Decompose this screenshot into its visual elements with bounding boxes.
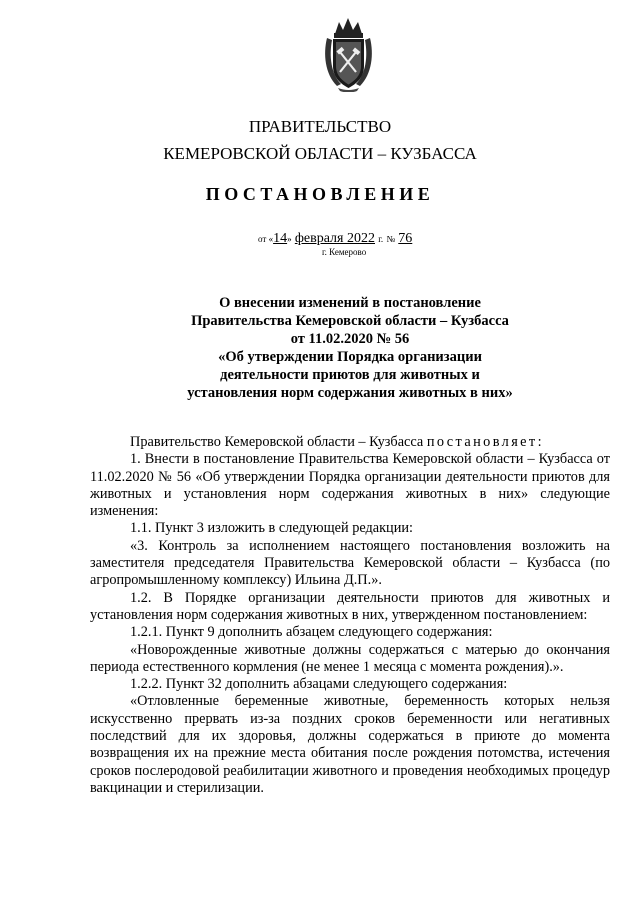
- paragraph: 1.2. В Порядке организации деятельности приютов для животных и установления норм содержания животных в них, утвержденном постановлением:: [90, 589, 610, 623]
- document-title: [150, 294, 550, 402]
- paragraph: 1.2.2. Пункт 32 дополнить абзацами следующего содержания:: [130, 676, 508, 693]
- document-number: 76: [398, 231, 413, 246]
- intro-verb: постановляет:: [426, 434, 544, 450]
- paragraph: 1. Внести в постановление Правительства Кемеровской области – Кузбасса от 11.02.2020 № 56 «Об утверждении Порядка организации деятельности приютов для животных и установления норм содержания животных в них» следующие изменения:: [90, 451, 610, 520]
- title-line: О внесении изменений в постановление: [219, 295, 481, 311]
- government-name-line2: КЕМЕРОВСКОЙ ОБЛАСТИ – КУЗБАССА: [163, 144, 477, 163]
- city: г. Кемерово: [322, 247, 367, 257]
- title-line: деятельности приютов для животных и: [220, 367, 480, 383]
- title-line: установления норм содержания животных в них»: [187, 385, 513, 401]
- date-year-suffix: г.: [378, 234, 384, 244]
- government-name-line1: ПРАВИТЕЛЬСТВО: [248, 117, 392, 136]
- intro-text: Правительство Кемеровской области – Кузбасса: [130, 434, 427, 450]
- paragraph: 1.2.1. Пункт 9 дополнить абзацем следующего содержания:: [130, 624, 493, 641]
- coat-of-arms-icon: [321, 16, 376, 92]
- date-line: [258, 230, 412, 247]
- paragraph: «Новорожденные животные должны содержаться с матерью до окончания периода естественного кормления (не менее 1 месяца с момента рождения).».: [90, 641, 610, 675]
- title-line: от 11.02.2020 № 56: [290, 331, 410, 347]
- date-month-year: февраля 2022: [294, 231, 375, 246]
- date-prefix: от «: [258, 234, 274, 244]
- title-line: Правительства Кемеровской области – Кузбасса: [191, 313, 509, 329]
- document-type: ПОСТАНОВЛЕНИЕ: [205, 184, 435, 204]
- document-body: [90, 434, 610, 797]
- intro-paragraph: [90, 434, 610, 451]
- date-day: 14: [273, 231, 288, 246]
- number-sign: №: [386, 234, 396, 244]
- paragraph: «3. Контроль за исполнением настоящего постановления возложить на заместителя председателя Правительства Кемеровской области – Кузбасса (по агропромышленному комплексу) Ильина Д.П.».: [90, 537, 610, 589]
- paragraph: «Отловленные беременные животные, беременность которых нельзя искусственно прервать из-за поздних сроков беременности или негативных последствий для их здоровья, должны содержаться в приюте до момента возвращения их на прежние места обитания после рождения потомства, истечения сроков послеродовой реабилитации животного и проведения необходимых процедур вакцинации и стерилизации.: [90, 693, 610, 796]
- title-line: «Об утверждении Порядка организации: [218, 349, 482, 365]
- date-close-quote: »: [287, 234, 292, 244]
- paragraph: 1.1. Пункт 3 изложить в следующей редакции:: [130, 520, 413, 537]
